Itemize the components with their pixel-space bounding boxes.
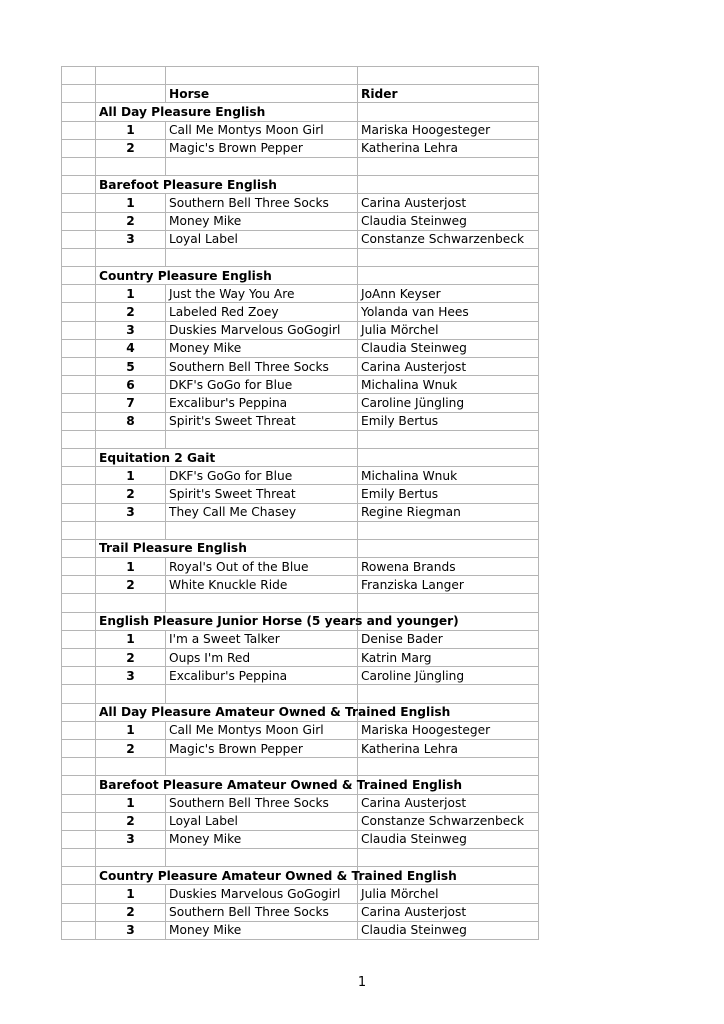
empty-cell bbox=[62, 558, 96, 576]
horse-name: Excalibur's Peppina bbox=[166, 394, 358, 412]
class-title: Equitation 2 Gait bbox=[96, 448, 358, 466]
table-row bbox=[62, 812, 539, 830]
class-title-row bbox=[62, 176, 539, 194]
empty-cell bbox=[62, 212, 96, 230]
horse-name: White Knuckle Ride bbox=[166, 576, 358, 594]
placing: 3 bbox=[96, 321, 166, 339]
empty-cell bbox=[96, 157, 166, 175]
results-table-body bbox=[62, 67, 539, 940]
rider-name: Denise Bader bbox=[358, 630, 539, 648]
rider-name: Katherina Lehra bbox=[358, 739, 539, 757]
results-table bbox=[61, 66, 539, 940]
blank-row bbox=[62, 157, 539, 175]
class-title-row bbox=[62, 448, 539, 466]
table-row bbox=[62, 212, 539, 230]
empty-cell bbox=[166, 67, 358, 85]
placing: 2 bbox=[96, 576, 166, 594]
rider-name: Constanze Schwarzenbeck bbox=[358, 230, 539, 248]
empty-cell bbox=[96, 521, 166, 539]
horse-name: They Call Me Chasey bbox=[166, 503, 358, 521]
placing: 2 bbox=[96, 485, 166, 503]
empty-cell bbox=[62, 576, 96, 594]
empty-cell bbox=[62, 430, 96, 448]
horse-name: Excalibur's Peppina bbox=[166, 667, 358, 685]
placing: 2 bbox=[96, 739, 166, 757]
empty-cell bbox=[62, 885, 96, 903]
table-row bbox=[62, 739, 539, 757]
header-row bbox=[62, 85, 539, 103]
placing: 2 bbox=[96, 903, 166, 921]
empty-cell bbox=[62, 685, 96, 703]
class-title: Country Pleasure English bbox=[96, 267, 358, 285]
placing: 1 bbox=[96, 721, 166, 739]
horse-name: Duskies Marvelous GoGogirl bbox=[166, 885, 358, 903]
empty-cell bbox=[62, 194, 96, 212]
table-row bbox=[62, 376, 539, 394]
rider-name: Emily Bertus bbox=[358, 412, 539, 430]
placing: 2 bbox=[96, 303, 166, 321]
class-title: Barefoot Pleasure Amateur Owned & Trained English bbox=[96, 776, 358, 794]
empty-cell bbox=[62, 267, 96, 285]
horse-name: Labeled Red Zoey bbox=[166, 303, 358, 321]
table-row bbox=[62, 139, 539, 157]
table-row bbox=[62, 903, 539, 921]
table-row bbox=[62, 121, 539, 139]
table-row bbox=[62, 485, 539, 503]
empty-cell bbox=[62, 285, 96, 303]
rider-name: Michalina Wnuk bbox=[358, 467, 539, 485]
horse-name: Duskies Marvelous GoGogirl bbox=[166, 321, 358, 339]
empty-cell bbox=[62, 630, 96, 648]
placing: 6 bbox=[96, 376, 166, 394]
empty-cell bbox=[62, 176, 96, 194]
table-row bbox=[62, 649, 539, 667]
horse-name: DKF's GoGo for Blue bbox=[166, 376, 358, 394]
empty-cell bbox=[62, 139, 96, 157]
rider-name: Franziska Langer bbox=[358, 576, 539, 594]
class-title: Barefoot Pleasure English bbox=[96, 176, 358, 194]
empty-cell bbox=[62, 394, 96, 412]
placing: 3 bbox=[96, 503, 166, 521]
rider-name: Carina Austerjost bbox=[358, 358, 539, 376]
placing: 1 bbox=[96, 285, 166, 303]
empty-cell bbox=[62, 412, 96, 430]
table-row bbox=[62, 667, 539, 685]
horse-column-header: Horse bbox=[166, 85, 358, 103]
class-title-row bbox=[62, 612, 539, 630]
empty-cell bbox=[166, 248, 358, 266]
class-title: Country Pleasure Amateur Owned & Trained English bbox=[96, 867, 358, 885]
placing: 1 bbox=[96, 194, 166, 212]
class-title-row bbox=[62, 703, 539, 721]
table-row bbox=[62, 285, 539, 303]
horse-name: Southern Bell Three Socks bbox=[166, 794, 358, 812]
empty-cell bbox=[62, 67, 96, 85]
empty-cell bbox=[96, 248, 166, 266]
empty-cell bbox=[358, 448, 539, 466]
placing: 1 bbox=[96, 630, 166, 648]
empty-cell bbox=[166, 849, 358, 867]
empty-cell bbox=[358, 685, 539, 703]
class-title: All Day Pleasure Amateur Owned & Trained English bbox=[96, 703, 358, 721]
rider-name: Carina Austerjost bbox=[358, 794, 539, 812]
empty-cell bbox=[62, 358, 96, 376]
table-row bbox=[62, 358, 539, 376]
empty-cell bbox=[166, 685, 358, 703]
rider-name: Regine Riegman bbox=[358, 503, 539, 521]
rider-name: Claudia Steinweg bbox=[358, 921, 539, 939]
blank-row bbox=[62, 248, 539, 266]
table-row bbox=[62, 503, 539, 521]
horse-name: Just the Way You Are bbox=[166, 285, 358, 303]
table-row bbox=[62, 558, 539, 576]
rider-name: Caroline Jüngling bbox=[358, 667, 539, 685]
empty-cell bbox=[62, 539, 96, 557]
placing: 1 bbox=[96, 885, 166, 903]
table-row bbox=[62, 412, 539, 430]
empty-cell bbox=[358, 849, 539, 867]
empty-cell bbox=[166, 157, 358, 175]
rider-name: Julia Mörchel bbox=[358, 321, 539, 339]
class-title-row bbox=[62, 103, 539, 121]
empty-cell bbox=[96, 849, 166, 867]
empty-cell bbox=[62, 812, 96, 830]
rider-column-header: Rider bbox=[358, 85, 539, 103]
empty-cell bbox=[62, 649, 96, 667]
empty-cell bbox=[62, 921, 96, 939]
horse-name: Money Mike bbox=[166, 921, 358, 939]
rider-name: Caroline Jüngling bbox=[358, 394, 539, 412]
placing: 2 bbox=[96, 649, 166, 667]
empty-cell bbox=[96, 67, 166, 85]
empty-cell bbox=[62, 248, 96, 266]
empty-cell bbox=[62, 703, 96, 721]
table-row bbox=[62, 467, 539, 485]
empty-cell bbox=[358, 176, 539, 194]
horse-name: Spirit's Sweet Threat bbox=[166, 412, 358, 430]
empty-cell bbox=[62, 467, 96, 485]
horse-name: DKF's GoGo for Blue bbox=[166, 467, 358, 485]
placing: 1 bbox=[96, 121, 166, 139]
table-row bbox=[62, 303, 539, 321]
class-title: English Pleasure Junior Horse (5 years and younger) bbox=[96, 612, 358, 630]
class-title: All Day Pleasure English bbox=[96, 103, 358, 121]
blank-row bbox=[62, 758, 539, 776]
horse-name: Money Mike bbox=[166, 830, 358, 848]
horse-name: Magic's Brown Pepper bbox=[166, 139, 358, 157]
horse-name: Money Mike bbox=[166, 212, 358, 230]
horse-name: Call Me Montys Moon Girl bbox=[166, 721, 358, 739]
empty-cell bbox=[358, 758, 539, 776]
empty-cell bbox=[62, 612, 96, 630]
placing: 1 bbox=[96, 794, 166, 812]
rider-name: Carina Austerjost bbox=[358, 194, 539, 212]
placing: 2 bbox=[96, 212, 166, 230]
empty-cell bbox=[62, 103, 96, 121]
rider-name: Mariska Hoogesteger bbox=[358, 721, 539, 739]
empty-cell bbox=[62, 321, 96, 339]
empty-cell bbox=[62, 230, 96, 248]
empty-cell bbox=[62, 667, 96, 685]
rider-name: Katrin Marg bbox=[358, 649, 539, 667]
rider-name: Yolanda van Hees bbox=[358, 303, 539, 321]
table-row bbox=[62, 394, 539, 412]
table-row bbox=[62, 194, 539, 212]
placing: 5 bbox=[96, 358, 166, 376]
empty-cell bbox=[166, 521, 358, 539]
horse-name: Royal's Out of the Blue bbox=[166, 558, 358, 576]
horse-name: Southern Bell Three Socks bbox=[166, 358, 358, 376]
empty-cell bbox=[62, 85, 96, 103]
table-row bbox=[62, 794, 539, 812]
table-row bbox=[62, 885, 539, 903]
rider-name: Michalina Wnuk bbox=[358, 376, 539, 394]
empty-cell bbox=[62, 721, 96, 739]
placing: 4 bbox=[96, 339, 166, 357]
horse-name: Southern Bell Three Socks bbox=[166, 903, 358, 921]
empty-cell bbox=[358, 248, 539, 266]
empty-cell bbox=[166, 594, 358, 612]
empty-cell bbox=[62, 303, 96, 321]
rider-name: Claudia Steinweg bbox=[358, 830, 539, 848]
class-title-row bbox=[62, 267, 539, 285]
empty-cell bbox=[358, 103, 539, 121]
empty-cell bbox=[62, 830, 96, 848]
placing: 3 bbox=[96, 667, 166, 685]
empty-cell bbox=[96, 685, 166, 703]
blank-row bbox=[62, 849, 539, 867]
empty-cell bbox=[62, 448, 96, 466]
blank-row bbox=[62, 594, 539, 612]
empty-cell bbox=[62, 485, 96, 503]
placing: 1 bbox=[96, 467, 166, 485]
placing: 1 bbox=[96, 558, 166, 576]
rider-name: Julia Mörchel bbox=[358, 885, 539, 903]
empty-cell bbox=[358, 267, 539, 285]
empty-cell bbox=[62, 758, 96, 776]
table-row bbox=[62, 921, 539, 939]
empty-cell bbox=[358, 430, 539, 448]
rider-name: Katherina Lehra bbox=[358, 139, 539, 157]
placing: 7 bbox=[96, 394, 166, 412]
empty-cell bbox=[62, 849, 96, 867]
rider-name: Rowena Brands bbox=[358, 558, 539, 576]
empty-cell bbox=[166, 758, 358, 776]
horse-name: I'm a Sweet Talker bbox=[166, 630, 358, 648]
empty-cell bbox=[62, 157, 96, 175]
table-row bbox=[62, 576, 539, 594]
blank-row bbox=[62, 430, 539, 448]
placing: 2 bbox=[96, 139, 166, 157]
empty-cell bbox=[96, 430, 166, 448]
empty-cell bbox=[358, 594, 539, 612]
empty-cell bbox=[62, 339, 96, 357]
class-title-row bbox=[62, 539, 539, 557]
placing: 3 bbox=[96, 830, 166, 848]
empty-cell bbox=[96, 758, 166, 776]
empty-cell bbox=[62, 739, 96, 757]
empty-cell bbox=[62, 594, 96, 612]
placing: 3 bbox=[96, 921, 166, 939]
horse-name: Loyal Label bbox=[166, 812, 358, 830]
empty-cell bbox=[96, 594, 166, 612]
horse-name: Loyal Label bbox=[166, 230, 358, 248]
horse-name: Southern Bell Three Socks bbox=[166, 194, 358, 212]
rider-name: Claudia Steinweg bbox=[358, 212, 539, 230]
page-number: 1 bbox=[357, 975, 367, 990]
table-row bbox=[62, 630, 539, 648]
placing: 3 bbox=[96, 230, 166, 248]
empty-cell bbox=[62, 794, 96, 812]
empty-cell bbox=[62, 867, 96, 885]
rider-name: Mariska Hoogesteger bbox=[358, 121, 539, 139]
empty-cell bbox=[358, 521, 539, 539]
empty-cell bbox=[62, 503, 96, 521]
table-row bbox=[62, 321, 539, 339]
empty-cell bbox=[358, 67, 539, 85]
rider-name: JoAnn Keyser bbox=[358, 285, 539, 303]
empty-cell bbox=[62, 376, 96, 394]
table-row bbox=[62, 830, 539, 848]
horse-name: Magic's Brown Pepper bbox=[166, 739, 358, 757]
horse-name: Money Mike bbox=[166, 339, 358, 357]
rider-name: Carina Austerjost bbox=[358, 903, 539, 921]
empty-cell bbox=[358, 157, 539, 175]
empty-cell bbox=[166, 430, 358, 448]
horse-name: Spirit's Sweet Threat bbox=[166, 485, 358, 503]
placing: 8 bbox=[96, 412, 166, 430]
horse-name: Call Me Montys Moon Girl bbox=[166, 121, 358, 139]
table-row bbox=[62, 721, 539, 739]
class-title-row bbox=[62, 867, 539, 885]
empty-cell bbox=[62, 521, 96, 539]
table-row bbox=[62, 230, 539, 248]
blank-row bbox=[62, 521, 539, 539]
empty-cell bbox=[358, 539, 539, 557]
placing: 2 bbox=[96, 812, 166, 830]
blank-row bbox=[62, 67, 539, 85]
blank-row bbox=[62, 685, 539, 703]
empty-cell bbox=[62, 121, 96, 139]
rider-name: Constanze Schwarzenbeck bbox=[358, 812, 539, 830]
class-title: Trail Pleasure English bbox=[96, 539, 358, 557]
class-title-row bbox=[62, 776, 539, 794]
empty-cell bbox=[62, 776, 96, 794]
empty-cell bbox=[96, 85, 166, 103]
table-row bbox=[62, 339, 539, 357]
rider-name: Emily Bertus bbox=[358, 485, 539, 503]
rider-name: Claudia Steinweg bbox=[358, 339, 539, 357]
empty-cell bbox=[62, 903, 96, 921]
horse-name: Oups I'm Red bbox=[166, 649, 358, 667]
